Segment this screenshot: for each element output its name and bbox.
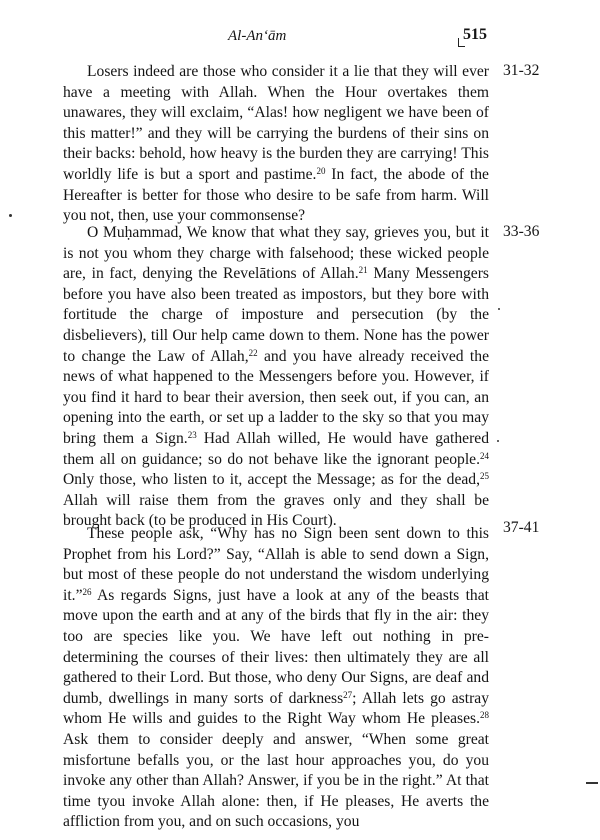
scan-dash-mark	[586, 782, 598, 784]
footnote-marker: 21	[358, 265, 368, 276]
footnote-marker: 24	[480, 450, 489, 461]
footnote-marker: 27	[343, 689, 353, 700]
footnote-marker: 26	[82, 586, 92, 597]
running-title: Al-An‘ām	[228, 28, 287, 44]
footnote-marker: 22	[248, 347, 258, 358]
footnote-marker: 28	[480, 710, 489, 721]
footnote-marker: 25	[480, 471, 489, 482]
text-run: and you have already received the news of what happened to the Messengers before you. However, if you find it hard to bear their aversion, then seek out, if you can, an opening into the earth, or set up a ladder to the sky so that you may bring them a Sign.	[63, 347, 489, 447]
text-run: Losers indeed are those who consider it a lie that they will ever have a meeting with Allah. When the Hour overtakes them unawares, they will exclaim, “Alas! how negligent we have been of this matter!” and they will be carrying the burdens of their sins on their backs: behold, how heavy is the burden they are carrying! This worldly life is but a sport and pastime.	[63, 63, 489, 183]
paragraph-verses-31-32	[63, 62, 489, 227]
text-run: These people ask, “Why has no Sign been sent down to this Prophet from his Lord?” Say, “Allah is able to send down a Sign, but most of these people do not understand the wisdom underlying it.”	[63, 525, 489, 604]
paragraph-verses-37-41	[63, 524, 489, 833]
text-run: Many Messengers before you have also been treated as impostors, but they bore with fortitude the charge of imposture and persecution (by the disbelievers), till Our help came down to them. None has the power to change the Law of Allah,	[63, 265, 489, 365]
page-header	[0, 28, 600, 50]
text-run: Allah will raise them from the graves only and they shall be brought back (to be produced in His Court).	[63, 491, 489, 530]
scan-speck	[9, 214, 12, 217]
text-run: O Muḥammad, We know that what they say, grieves you, but it is not you whom they charge with falsehood; these wicked people are, in fact, denying the Revelātions of Allah.	[63, 224, 489, 283]
scan-speck	[498, 308, 500, 310]
text-run: In fact, the abode of the Hereafter is better for those who desire to be safe from harm. Will you not, then, use your commonsense?	[63, 165, 489, 225]
paragraph-verses-33-36	[63, 223, 489, 532]
text-run: ; Allah lets go astray whom He wills and guides to the Right Way whom He pleases.	[63, 689, 489, 728]
footnote-marker: 23	[187, 429, 197, 440]
verse-ref-31-32: 31-32	[503, 62, 540, 79]
text-run: As regards Signs, just have a look at any of the beasts that move upon the earth and at any of the birds that fly in the air: they too are species like you. We have left out nothing in pre-determining the courses of their lives: then ultimately they are all gathered to their Lord. But those, who deny Our Signs, are deaf and dumb, dwellings in many sorts of darkness	[63, 586, 489, 707]
footnote-marker: 20	[316, 165, 326, 176]
text-run: Had Allah willed, He would have gathered them all on guidance; so do not behave like the ignorant people.	[63, 429, 489, 468]
verse-ref-33-36: 33-36	[503, 223, 540, 240]
text-run: Only those, who listen to it, accept the Message; as for the dead,	[63, 471, 480, 489]
verse-ref-37-41: 37-41	[503, 519, 540, 536]
scan-speck	[497, 440, 499, 442]
text-run: Ask them to consider deeply and answer, “When some great misfortune befalls you, or the last hour approaches you, do you invoke any other than Allah? Answer, if you be in the right.” At that time tyou invoke Allah alone: then, if He pleases, He averts the affliction from you, and on such occasions, you	[63, 730, 489, 831]
page-number: 515	[463, 26, 487, 43]
